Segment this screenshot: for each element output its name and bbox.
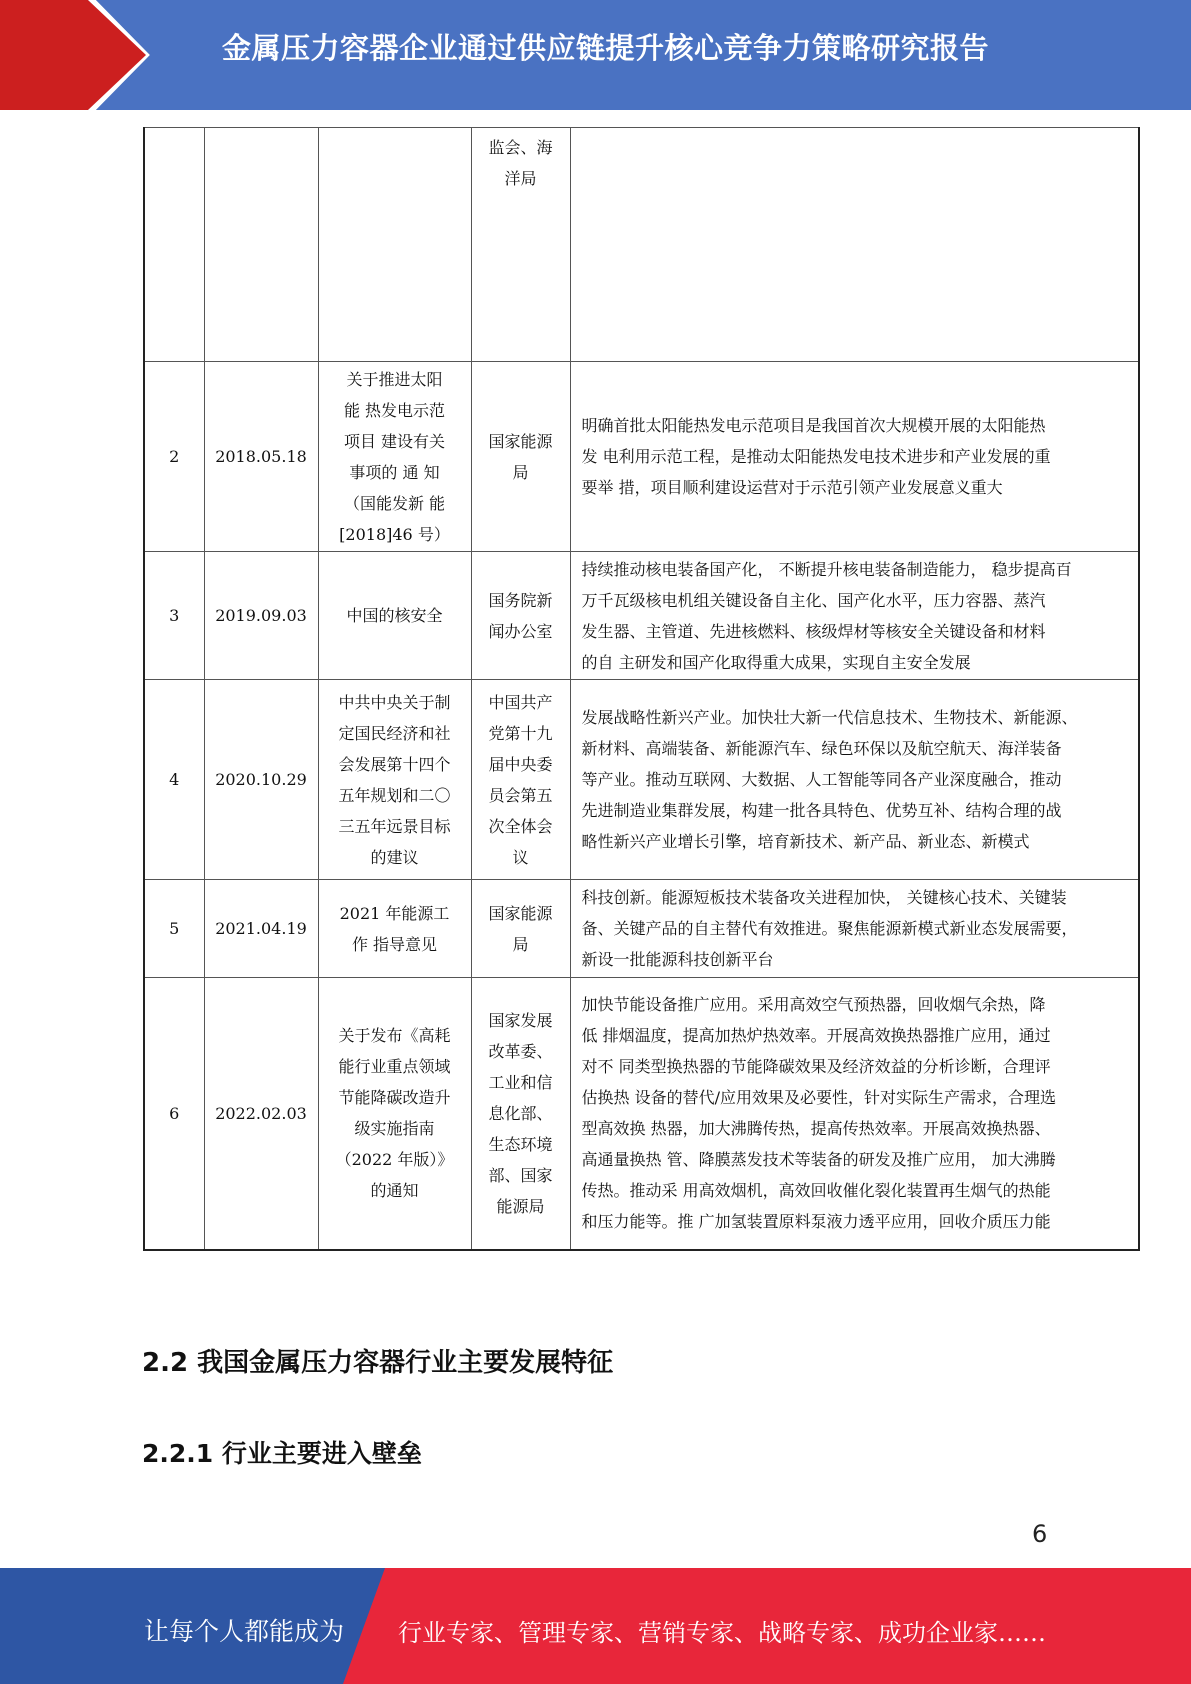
cell-issuing-org bbox=[471, 128, 570, 362]
cell-line: 加快节能设备推广应用。采用高效空气预热器，回收烟气余热，降 bbox=[581, 995, 1046, 1015]
cell-text: 2021.04.19 bbox=[215, 919, 307, 938]
cell-text: 6 bbox=[169, 1103, 180, 1123]
cell-line: 会发展第十四个 bbox=[338, 754, 451, 774]
cell-line: 备、关键产品的自主替代有效推进。聚焦能源新模式新业态发展需要， bbox=[581, 919, 1078, 938]
cell-line: 明确首批太阳能热发电示范项目是我国首次大规模开展的太阳能热 bbox=[581, 416, 1046, 435]
cell-document-name bbox=[318, 978, 471, 1250]
cell-line: 发 电利用示范工程，是推动太阳能热发电技术进步和产业发展的重 bbox=[581, 447, 1051, 466]
cell-line: 国家能源 bbox=[488, 903, 553, 923]
cell-issuing-org bbox=[471, 680, 570, 880]
page-header bbox=[0, 0, 1191, 110]
cell-line: 发生器、主管道、先进核燃料、核级焊材等核安全关键设备和材料 bbox=[581, 621, 1046, 641]
cell-line: 科技创新。能源短板技术装备攻关进程加快， 关键核心技术、关键装 bbox=[581, 888, 1067, 907]
cell-line: 作 指导意见 bbox=[351, 934, 438, 954]
cell-line: 改革委、 bbox=[488, 1041, 553, 1061]
cell-line: 的自 主研发和国产化取得重大成果，实现自主安全发展 bbox=[581, 652, 971, 672]
cell-line: 生态环境 bbox=[488, 1134, 553, 1154]
cell-content bbox=[570, 552, 1139, 680]
cell-line: 闻办公室 bbox=[488, 621, 553, 641]
cell-line: 2021 年能源工 bbox=[339, 903, 450, 923]
cell-line: 项目 建设有关 bbox=[343, 431, 446, 451]
page-footer bbox=[0, 1568, 1191, 1684]
cell-text: 2019.09.03 bbox=[215, 606, 307, 625]
cell-line: 的建议 bbox=[370, 847, 419, 867]
cell-line: 中国共产 bbox=[488, 692, 553, 712]
cell-date bbox=[204, 362, 318, 552]
cell-line: 议 bbox=[512, 847, 529, 867]
cell-line: 定国民经济和社 bbox=[338, 723, 451, 743]
cell-line: 低 排烟温度，提高加热炉热效率。开展高效换热器推广应用，通过 bbox=[581, 1026, 1051, 1046]
cell-date bbox=[204, 978, 318, 1250]
cell-number bbox=[144, 128, 204, 362]
cell-number bbox=[144, 362, 204, 552]
cell-line: 发展战略性新兴产业。加快壮大新一代信息技术、生物技术、新能源、 bbox=[581, 708, 1078, 727]
cell-line: 息化部、 bbox=[488, 1103, 553, 1123]
cell-content bbox=[570, 978, 1139, 1250]
cell-issuing-org bbox=[471, 552, 570, 680]
cell-line: 型高效换 热器，加大沸腾传热，提高传热效率。开展高效换热器、 bbox=[581, 1119, 1051, 1139]
cell-line: 三五年远景目标 bbox=[338, 816, 451, 836]
cell-content bbox=[570, 362, 1139, 552]
cell-date bbox=[204, 552, 318, 680]
cell-line: 能行业重点领域 bbox=[338, 1057, 451, 1077]
cell-document-name bbox=[318, 128, 471, 362]
cell-line: 洋局 bbox=[504, 169, 537, 188]
table-row bbox=[144, 978, 1139, 1250]
cell-line: 局 bbox=[512, 462, 529, 482]
cell-document-name bbox=[318, 362, 471, 552]
cell-line: 对不 同类型换热器的节能降碳效果及经济效益的分析诊断，合理评 bbox=[581, 1057, 1051, 1077]
cell-date bbox=[204, 680, 318, 880]
cell-line: 届中央委 bbox=[488, 754, 553, 774]
cell-content bbox=[570, 680, 1139, 880]
cell-issuing-org bbox=[471, 978, 570, 1250]
cell-date bbox=[204, 128, 318, 362]
section-heading-2-2-1: 2.2.1 行业主要进入壁垒 bbox=[142, 1439, 422, 1468]
cell-line: 国家发展 bbox=[488, 1010, 553, 1030]
cell-line: 局 bbox=[512, 934, 529, 954]
table-row bbox=[144, 362, 1139, 552]
cell-line: 监会、海 bbox=[488, 138, 553, 157]
cell-line: 国务院新 bbox=[488, 590, 553, 610]
header-red-arrow-decoration bbox=[0, 0, 150, 110]
footer-slogan-right: 行业专家、管理专家、营销专家、战略专家、成功企业家…… bbox=[398, 1619, 1046, 1647]
report-title: 金属压力容器企业通过供应链提升核心竞争力策略研究报告 bbox=[222, 31, 990, 65]
cell-line: 传热。推动采 用高效烟机，高效回收催化裂化装置再生烟气的热能 bbox=[581, 1181, 1051, 1201]
cell-line: 新材料、高端装备、新能源汽车、绿色环保以及航空航天、海洋装备 bbox=[581, 739, 1062, 758]
cell-document-name bbox=[318, 552, 471, 680]
table-row bbox=[144, 552, 1139, 680]
cell-line: 工业和信 bbox=[488, 1072, 553, 1092]
section-heading-2-2: 2.2 我国金属压力容器行业主要发展特征 bbox=[142, 1348, 614, 1378]
cell-line: 略性新兴产业增长引擎，培育新技术、新产品、新业态、新模式 bbox=[581, 832, 1030, 851]
cell-line: 的通知 bbox=[370, 1181, 419, 1201]
cell-line: 万千瓦级核电机组关键设备自主化、国产化水平，压力容器、蒸汽 bbox=[581, 590, 1046, 610]
cell-text: 2022.02.03 bbox=[215, 1103, 307, 1123]
cell-text: 3 bbox=[169, 606, 180, 625]
cell-issuing-org bbox=[471, 880, 570, 978]
cell-line: 级实施指南 bbox=[354, 1119, 435, 1139]
cell-date bbox=[204, 880, 318, 978]
cell-number bbox=[144, 680, 204, 880]
cell-line: 和压力能等。推 广加氢装置原料泵液力透平应用，回收介质压力能 bbox=[581, 1212, 1051, 1232]
table-row bbox=[144, 680, 1139, 880]
cell-line: 员会第五 bbox=[488, 785, 553, 805]
cell-line: 次全体会 bbox=[488, 816, 553, 836]
cell-line: 要举 措，项目顺利建设运营对于示范引领产业发展意义重大 bbox=[581, 478, 1003, 497]
cell-text: 2 bbox=[169, 447, 180, 466]
cell-line: 关于推进太阳 bbox=[346, 369, 443, 389]
cell-document-name bbox=[318, 680, 471, 880]
cell-line: 中共中央关于制 bbox=[338, 692, 451, 712]
cell-line: （国能发新 能 bbox=[343, 493, 446, 513]
cell-line: 中国的核安全 bbox=[346, 606, 443, 625]
cell-line: 能源局 bbox=[496, 1196, 545, 1216]
cell-text: 5 bbox=[169, 919, 180, 938]
footer-slogan-left: 让每个人都能成为 bbox=[144, 1617, 345, 1646]
cell-number bbox=[144, 978, 204, 1250]
cell-content bbox=[570, 880, 1139, 978]
cell-line: 党第十九 bbox=[488, 723, 553, 743]
cell-document-name bbox=[318, 880, 471, 978]
cell-text: 2020.10.29 bbox=[215, 770, 307, 789]
cell-line: 高通量换热 管、降膜蒸发技术等装备的研发及推广应用， 加大沸腾 bbox=[581, 1150, 1056, 1170]
cell-line: （2022 年版）》 bbox=[335, 1150, 454, 1170]
cell-content bbox=[570, 128, 1139, 362]
table-row bbox=[144, 128, 1139, 362]
cell-line: 关于发布《高耗 bbox=[338, 1026, 451, 1046]
cell-line: 事项的 通 知 bbox=[349, 462, 440, 482]
cell-line: 等产业。推动互联网、大数据、人工智能等同各产业深度融合，推动 bbox=[581, 770, 1062, 789]
cell-line: [2018]46 号） bbox=[339, 524, 450, 544]
cell-line: 新设一批能源科技创新平台 bbox=[581, 950, 774, 969]
cell-line: 节能降碳改造升 bbox=[338, 1088, 451, 1108]
page-number: 6 bbox=[1032, 1520, 1048, 1548]
cell-text: 2018.05.18 bbox=[215, 447, 307, 466]
cell-line: 估换热 设备的替代/应用效果及必要性，针对实际生产需求，合理选 bbox=[581, 1088, 1056, 1108]
cell-number bbox=[144, 880, 204, 978]
cell-issuing-org bbox=[471, 362, 570, 552]
cell-line: 持续推动核电装备国产化， 不断提升核电装备制造能力， 稳步提高百 bbox=[581, 559, 1072, 579]
cell-number bbox=[144, 552, 204, 680]
cell-text: 4 bbox=[169, 770, 180, 789]
table-row bbox=[144, 880, 1139, 978]
cell-line: 能 热发电示范 bbox=[343, 400, 446, 420]
cell-line: 国家能源 bbox=[488, 431, 553, 451]
cell-line: 部、国家 bbox=[488, 1165, 553, 1185]
policy-table bbox=[143, 127, 1140, 1251]
cell-line: 五年规划和二〇 bbox=[338, 785, 451, 805]
cell-line: 先进制造业集群发展，构建一批各具特色、优势互补、结构合理的战 bbox=[581, 801, 1062, 820]
